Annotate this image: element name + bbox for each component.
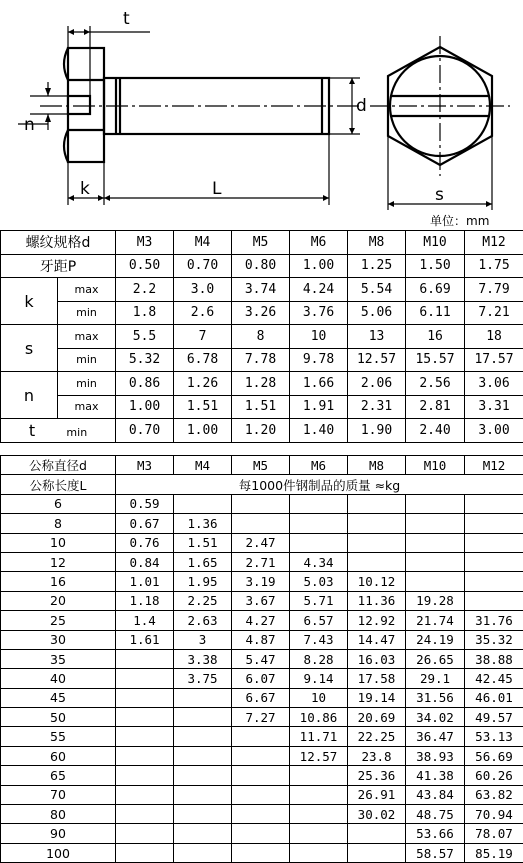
mass-cell — [174, 805, 232, 824]
mass-cell: 1.18 — [116, 591, 174, 610]
mass-cell: 22.25 — [348, 727, 406, 746]
table-row — [1, 688, 523, 707]
table-cell: 18 — [465, 325, 523, 349]
table-cell: 1.40 — [290, 419, 348, 443]
table-row — [1, 591, 523, 610]
mass-cell — [465, 552, 523, 571]
mass-cell — [116, 669, 174, 688]
t-min-row — [1, 419, 523, 443]
min-label: min — [58, 301, 116, 325]
table-row — [1, 494, 523, 513]
mass-cell — [116, 708, 174, 727]
size-cell: M5 — [232, 231, 290, 255]
size-cell: M3 — [116, 231, 174, 255]
mass-cell: 19.14 — [348, 688, 406, 707]
length-cell: 90 — [1, 824, 116, 843]
size-cell: M6 — [290, 231, 348, 255]
table-cell: 2.81 — [406, 395, 465, 419]
dim-s-label: s — [435, 185, 444, 205]
mass-cell: 23.8 — [348, 746, 406, 765]
mass-cell: 3.67 — [232, 591, 290, 610]
mass-cell — [290, 843, 348, 862]
mass-cell: 31.76 — [465, 611, 523, 630]
mass-cell: 41.38 — [406, 766, 465, 785]
table-cell: 1.90 — [348, 419, 406, 443]
table-cell: 3.06 — [465, 372, 523, 396]
mass-cell: 16.03 — [348, 649, 406, 668]
mass-cell: 53.13 — [465, 727, 523, 746]
table-row — [1, 766, 523, 785]
mass-cell: 0.76 — [116, 533, 174, 552]
mass-cell: 85.19 — [465, 843, 523, 862]
table-cell: 8 — [232, 325, 290, 349]
mass-cell — [116, 746, 174, 765]
table-row — [1, 824, 523, 843]
mass-cell — [232, 494, 290, 513]
mass-cell — [174, 746, 232, 765]
length-cell: 20 — [1, 591, 116, 610]
min-label: min — [66, 426, 87, 439]
mass-cell — [465, 514, 523, 533]
table-row — [1, 669, 523, 688]
spec-header-row — [1, 231, 523, 255]
mass-cell: 7.27 — [232, 708, 290, 727]
mass-cell: 21.74 — [406, 611, 465, 630]
mass-cell: 2.71 — [232, 552, 290, 571]
mass-cell: 4.34 — [290, 552, 348, 571]
mass-cell: 42.45 — [465, 669, 523, 688]
table-row — [1, 611, 523, 630]
mass-caption: 每1000件钢制品的质量 ≈kg — [116, 475, 523, 494]
mass-cell: 4.27 — [232, 611, 290, 630]
table-row — [1, 514, 523, 533]
mass-cell — [290, 785, 348, 804]
length-cell: 80 — [1, 805, 116, 824]
mass-cell — [465, 533, 523, 552]
k-min-row — [1, 301, 523, 325]
mass-cell: 1.51 — [174, 533, 232, 552]
table-cell: 1.8 — [116, 301, 174, 325]
size-cell: M10 — [406, 456, 465, 475]
mass-cell — [348, 514, 406, 533]
mass-cell: 29.1 — [406, 669, 465, 688]
length-cell: 100 — [1, 843, 116, 862]
table-cell: 7 — [174, 325, 232, 349]
table-cell: 2.31 — [348, 395, 406, 419]
length-cell: 12 — [1, 552, 116, 571]
mass-cell: 3 — [174, 630, 232, 649]
s-max-row — [1, 325, 523, 349]
mass-cell: 24.19 — [406, 630, 465, 649]
dim-t-label: t — [123, 9, 130, 29]
mass-cell: 5.71 — [290, 591, 348, 610]
mass-cell — [465, 572, 523, 591]
mass-cell — [232, 805, 290, 824]
mass-cell — [232, 824, 290, 843]
mass-table — [0, 455, 523, 863]
mass-cell — [290, 766, 348, 785]
mass-cell: 48.75 — [406, 805, 465, 824]
length-cell: 55 — [1, 727, 116, 746]
length-cell: 25 — [1, 611, 116, 630]
mass-cell: 7.43 — [290, 630, 348, 649]
length-cell: 50 — [1, 708, 116, 727]
mass-cell: 3.19 — [232, 572, 290, 591]
table-cell: 10 — [290, 325, 348, 349]
mass-cell — [116, 688, 174, 707]
mass-cell: 35.32 — [465, 630, 523, 649]
table-cell: 7.21 — [465, 301, 523, 325]
mass-cell: 36.47 — [406, 727, 465, 746]
length-cell: 65 — [1, 766, 116, 785]
mass-cell — [116, 824, 174, 843]
mass-cell: 53.66 — [406, 824, 465, 843]
mass-cell: 1.36 — [174, 514, 232, 533]
table-row — [1, 746, 523, 765]
unit-label: 单位：mm — [430, 212, 489, 229]
table-cell: 4.24 — [290, 278, 348, 302]
mass-cell — [348, 824, 406, 843]
size-cell: M6 — [290, 456, 348, 475]
mass-cell: 10.86 — [290, 708, 348, 727]
mass-cell: 30.02 — [348, 805, 406, 824]
mass-cell — [465, 591, 523, 610]
mass-cell — [232, 727, 290, 746]
mass-header-row — [1, 456, 523, 475]
mass-cell: 3.75 — [174, 669, 232, 688]
n-min-row — [1, 372, 523, 396]
size-cell: M5 — [232, 456, 290, 475]
length-cell: 16 — [1, 572, 116, 591]
mass-cell: 38.93 — [406, 746, 465, 765]
mass-cell: 49.57 — [465, 708, 523, 727]
table-cell: 1.00 — [290, 254, 348, 278]
mass-cell — [406, 552, 465, 571]
table-row — [1, 552, 523, 571]
size-cell: M3 — [116, 456, 174, 475]
mass-cell: 6.57 — [290, 611, 348, 630]
mass-cell: 14.47 — [348, 630, 406, 649]
mass-cell: 2.25 — [174, 591, 232, 610]
mass-cell: 5.03 — [290, 572, 348, 591]
table-cell: 2.06 — [348, 372, 406, 396]
table-row — [1, 805, 523, 824]
size-cell: M8 — [348, 456, 406, 475]
mass-cell: 63.82 — [465, 785, 523, 804]
mass-cell — [406, 533, 465, 552]
table-cell: 15.57 — [406, 348, 465, 372]
length-cell: 35 — [1, 649, 116, 668]
table-cell: 6.69 — [406, 278, 465, 302]
k-max-row — [1, 278, 523, 302]
table-row — [1, 843, 523, 862]
size-cell: M12 — [465, 231, 523, 255]
mass-cell — [116, 766, 174, 785]
max-label: max — [58, 278, 116, 302]
spec-table — [0, 230, 523, 443]
t-min-label-cell — [1, 419, 116, 443]
mass-cell: 0.59 — [116, 494, 174, 513]
table-cell: 7.78 — [232, 348, 290, 372]
table-row — [1, 572, 523, 591]
mass-cell — [174, 785, 232, 804]
mass-cell — [290, 533, 348, 552]
table-cell: 5.5 — [116, 325, 174, 349]
length-cell: 40 — [1, 669, 116, 688]
mass-cell — [174, 688, 232, 707]
mass-cell: 56.69 — [465, 746, 523, 765]
mass-cell: 58.57 — [406, 843, 465, 862]
mass-cell — [406, 494, 465, 513]
table-cell: 3.00 — [465, 419, 523, 443]
mass-cell: 25.36 — [348, 766, 406, 785]
mass-cell: 5.47 — [232, 649, 290, 668]
table-cell: 1.75 — [465, 254, 523, 278]
table-cell: 6.78 — [174, 348, 232, 372]
k-label: k — [1, 278, 58, 325]
table-cell: 3.0 — [174, 278, 232, 302]
table-cell: 1.50 — [406, 254, 465, 278]
mass-cell: 2.47 — [232, 533, 290, 552]
mass-cell — [232, 746, 290, 765]
length-cell: 10 — [1, 533, 116, 552]
mass-cell — [406, 572, 465, 591]
table-row — [1, 785, 523, 804]
mass-cell — [348, 533, 406, 552]
mass-cell: 9.14 — [290, 669, 348, 688]
table-cell: 0.70 — [116, 419, 174, 443]
mass-cell: 70.94 — [465, 805, 523, 824]
mass-cell — [290, 805, 348, 824]
mass-cell — [116, 727, 174, 746]
mass-cell: 0.67 — [116, 514, 174, 533]
mass-cell: 34.02 — [406, 708, 465, 727]
dim-l-label: L — [212, 179, 222, 199]
table-cell: 1.28 — [232, 372, 290, 396]
table-cell: 12.57 — [348, 348, 406, 372]
mass-cell: 43.84 — [406, 785, 465, 804]
table-cell: 3.26 — [232, 301, 290, 325]
mass-cell: 2.63 — [174, 611, 232, 630]
mass-cell — [116, 785, 174, 804]
table-row — [1, 649, 523, 668]
table-cell: 13 — [348, 325, 406, 349]
length-cell: 30 — [1, 630, 116, 649]
table-cell: 5.06 — [348, 301, 406, 325]
table-cell: 1.51 — [174, 395, 232, 419]
size-cell: M8 — [348, 231, 406, 255]
min-label: min — [58, 348, 116, 372]
s-min-row — [1, 348, 523, 372]
size-cell: M4 — [174, 231, 232, 255]
table-cell: 3.31 — [465, 395, 523, 419]
mass-cell: 11.71 — [290, 727, 348, 746]
mass-cell: 26.91 — [348, 785, 406, 804]
table-cell: 6.11 — [406, 301, 465, 325]
thread-spec-label: 螺纹规格d — [1, 231, 116, 255]
mass-cell: 38.88 — [465, 649, 523, 668]
mass-cell — [232, 766, 290, 785]
mass-cell: 1.61 — [116, 630, 174, 649]
mass-cell — [174, 708, 232, 727]
t-label: t — [29, 421, 35, 440]
mass-cell — [116, 649, 174, 668]
mass-cell: 60.26 — [465, 766, 523, 785]
size-cell: M10 — [406, 231, 465, 255]
table-cell: 1.26 — [174, 372, 232, 396]
max-label: max — [58, 395, 116, 419]
mass-cell: 10.12 — [348, 572, 406, 591]
mass-cell — [348, 552, 406, 571]
table-cell: 2.6 — [174, 301, 232, 325]
length-cell: 70 — [1, 785, 116, 804]
mass-cell — [348, 494, 406, 513]
length-cell: 6 — [1, 494, 116, 513]
table-cell: 17.57 — [465, 348, 523, 372]
n-max-row — [1, 395, 523, 419]
table-row — [1, 533, 523, 552]
dim-n-label: n — [24, 115, 35, 135]
length-cell: 45 — [1, 688, 116, 707]
mass-cell — [174, 843, 232, 862]
max-label: max — [58, 325, 116, 349]
table-cell: 2.40 — [406, 419, 465, 443]
mass-cell — [465, 494, 523, 513]
mass-cell: 1.95 — [174, 572, 232, 591]
mass-cell: 78.07 — [465, 824, 523, 843]
table-cell: 7.79 — [465, 278, 523, 302]
table-cell: 1.66 — [290, 372, 348, 396]
table-cell: 1.51 — [232, 395, 290, 419]
min-label: min — [58, 372, 116, 396]
table-cell: 9.78 — [290, 348, 348, 372]
size-cell: M4 — [174, 456, 232, 475]
table-cell: 5.32 — [116, 348, 174, 372]
table-cell: 5.54 — [348, 278, 406, 302]
length-label: 公称长度L — [1, 475, 116, 494]
length-cell: 8 — [1, 514, 116, 533]
mass-cell: 12.57 — [290, 746, 348, 765]
table-cell: 0.80 — [232, 254, 290, 278]
diameter-label: 公称直径d — [1, 456, 116, 475]
mass-cell: 8.28 — [290, 649, 348, 668]
mass-cell — [232, 514, 290, 533]
table-cell: 3.74 — [232, 278, 290, 302]
mass-cell — [174, 727, 232, 746]
mass-cell — [232, 785, 290, 804]
mass-cell: 12.92 — [348, 611, 406, 630]
mass-cell: 6.07 — [232, 669, 290, 688]
mass-cell — [290, 824, 348, 843]
pitch-label: 牙距P — [1, 254, 116, 278]
mass-cell: 0.84 — [116, 552, 174, 571]
mass-cell — [232, 843, 290, 862]
mass-cell: 1.65 — [174, 552, 232, 571]
table-cell: 1.25 — [348, 254, 406, 278]
table-cell: 2.2 — [116, 278, 174, 302]
mass-cell — [174, 494, 232, 513]
dim-d-label: d — [356, 96, 367, 116]
mass-cell — [290, 514, 348, 533]
mass-cell — [406, 514, 465, 533]
mass-cell — [348, 843, 406, 862]
table-cell: 0.50 — [116, 254, 174, 278]
pitch-row — [1, 254, 523, 278]
mass-cell: 31.56 — [406, 688, 465, 707]
table-cell: 3.76 — [290, 301, 348, 325]
s-label: s — [1, 325, 58, 372]
screw-drawing — [0, 0, 523, 212]
table-cell: 1.91 — [290, 395, 348, 419]
mass-cell: 26.65 — [406, 649, 465, 668]
n-label: n — [1, 372, 58, 419]
mass-cell — [290, 494, 348, 513]
table-cell: 1.00 — [174, 419, 232, 443]
table-row — [1, 708, 523, 727]
table-cell: 0.70 — [174, 254, 232, 278]
mass-cell: 3.38 — [174, 649, 232, 668]
dim-k-label: k — [80, 179, 90, 199]
table-cell: 0.86 — [116, 372, 174, 396]
mass-cell: 1.4 — [116, 611, 174, 630]
mass-cell: 19.28 — [406, 591, 465, 610]
table-row — [1, 727, 523, 746]
table-cell: 16 — [406, 325, 465, 349]
size-cell: M12 — [465, 456, 523, 475]
mass-cell — [116, 805, 174, 824]
mass-cell: 11.36 — [348, 591, 406, 610]
mass-cell: 10 — [290, 688, 348, 707]
table-row — [1, 630, 523, 649]
mass-cell: 4.87 — [232, 630, 290, 649]
mass-cell: 6.67 — [232, 688, 290, 707]
mass-cell — [174, 824, 232, 843]
mass-caption-row — [1, 475, 523, 494]
table-cell: 2.56 — [406, 372, 465, 396]
table-cell: 1.20 — [232, 419, 290, 443]
mass-cell — [174, 766, 232, 785]
mass-cell: 20.69 — [348, 708, 406, 727]
mass-cell: 17.58 — [348, 669, 406, 688]
mass-cell: 1.01 — [116, 572, 174, 591]
mass-cell — [116, 843, 174, 862]
length-cell: 60 — [1, 746, 116, 765]
mass-cell: 46.01 — [465, 688, 523, 707]
table-cell: 1.00 — [116, 395, 174, 419]
